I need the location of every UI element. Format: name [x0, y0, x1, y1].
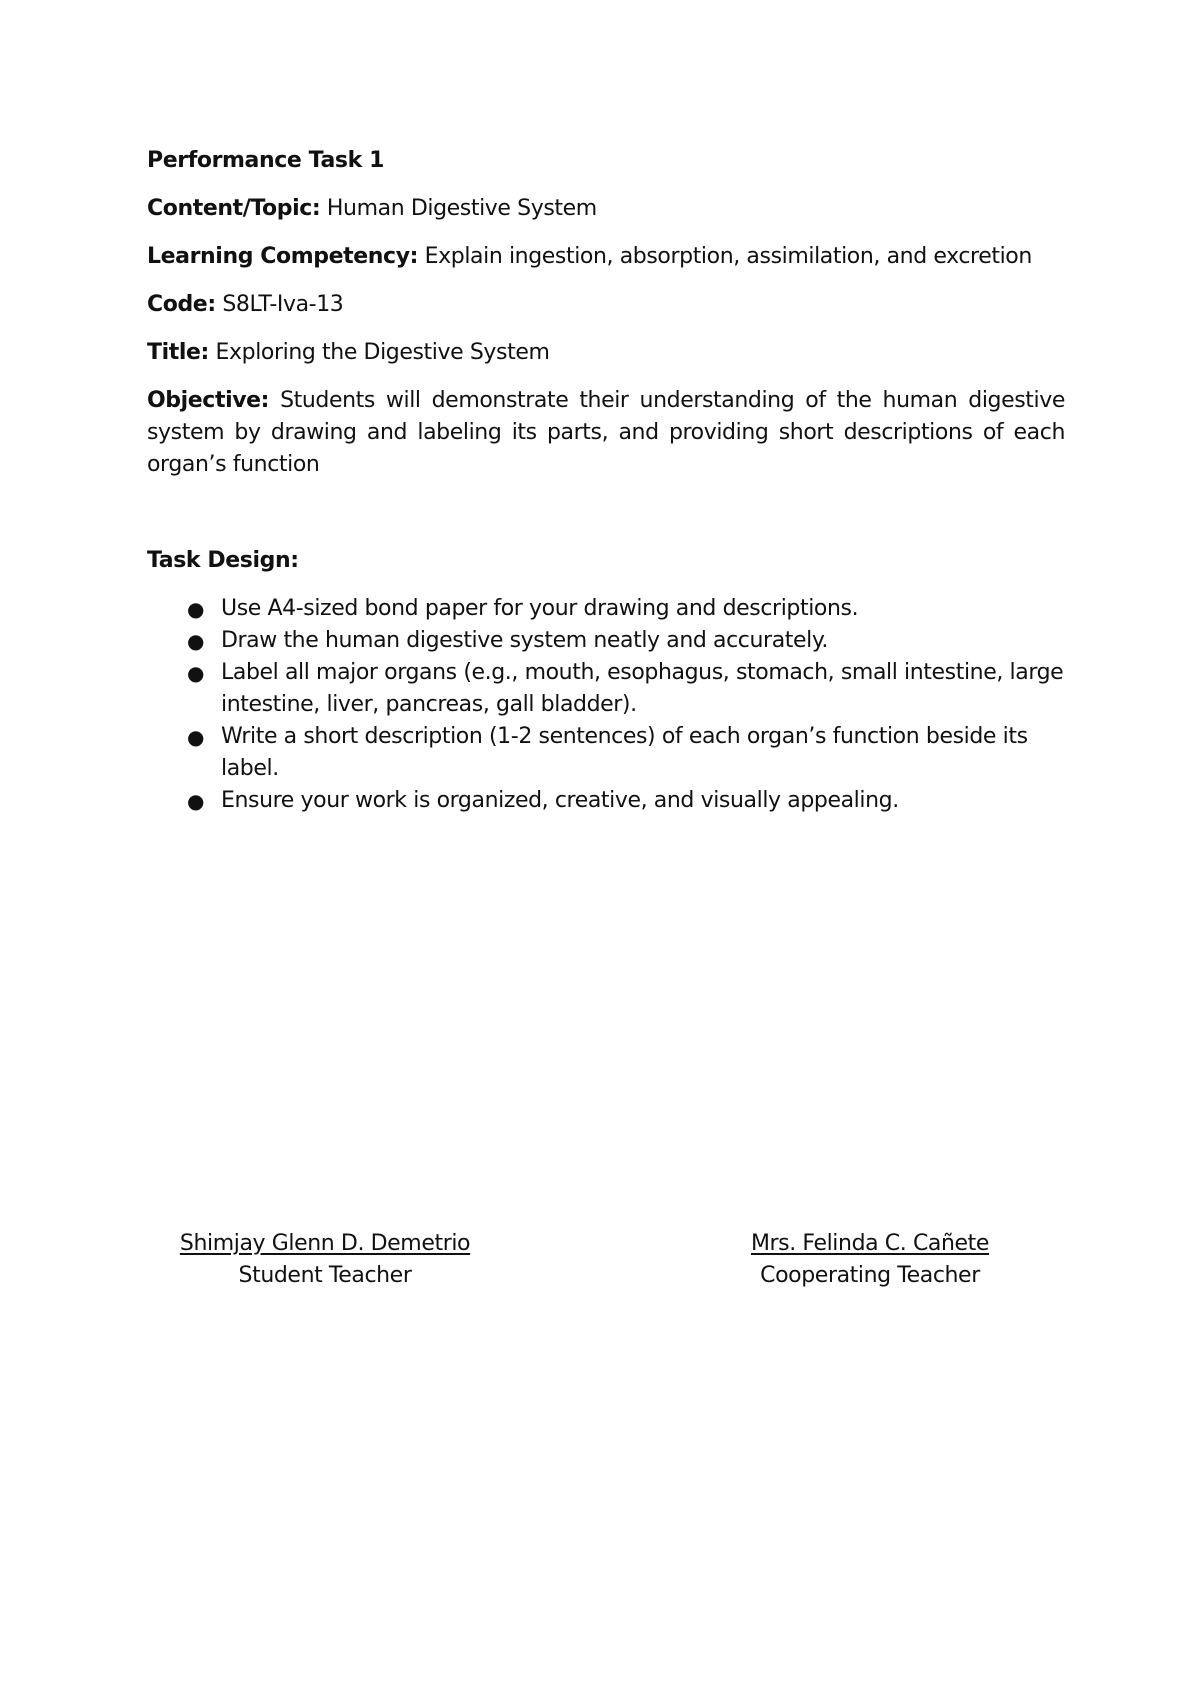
- bullet-dot-icon: ●: [187, 597, 205, 621]
- section-spacer: [147, 497, 1065, 545]
- bullet-dot-icon: ●: [187, 661, 205, 685]
- bullet-dot-icon: ●: [187, 725, 205, 749]
- field-code: [147, 289, 1065, 321]
- field-value: Exploring the Digestive System: [215, 340, 550, 365]
- signatory-name: Shimjay Glenn D. Demetrio: [179, 1231, 471, 1256]
- task-design-heading: Task Design:: [147, 548, 299, 573]
- document-body: [147, 145, 1065, 817]
- field-content-topic: [147, 193, 1065, 225]
- task-design-list: [147, 593, 1065, 817]
- field-title: [147, 337, 1065, 369]
- field-value: S8LT-Iva-13: [222, 292, 344, 317]
- field-objective: [147, 385, 1065, 481]
- list-item-text: Draw the human digestive system neatly and accurately.: [221, 628, 828, 653]
- list-item: [147, 785, 1065, 817]
- list-item: [147, 657, 1065, 721]
- bullet-dot-icon: ●: [187, 789, 205, 813]
- bullet-dot-icon: ●: [187, 629, 205, 653]
- list-item-text: Use A4-sized bond paper for your drawing and descriptions.: [221, 596, 859, 621]
- field-value: Explain ingestion, absorption, assimilation, and excretion: [424, 244, 1032, 269]
- field-label: Title:: [147, 340, 209, 365]
- list-item: [147, 593, 1065, 625]
- field-label: Code:: [147, 292, 216, 317]
- list-item-text: Label all major organs (e.g., mouth, esophagus, stomach, small intestine, large intestine, liver, pancreas, gall bladder).: [221, 660, 1064, 717]
- signature-block-student-teacher: [165, 1228, 485, 1292]
- page-title: Performance Task 1: [147, 148, 384, 173]
- list-item-text: Ensure your work is organized, creative, and visually appealing.: [221, 788, 899, 813]
- signature-block-cooperating-teacher: [730, 1228, 1010, 1292]
- field-learning-competency: [147, 241, 1065, 273]
- field-value: Human Digestive System: [326, 196, 597, 221]
- list-item: [147, 625, 1065, 657]
- signatory-role: Cooperating Teacher: [760, 1263, 980, 1288]
- field-label: Content/Topic:: [147, 196, 321, 221]
- list-item-text: Write a short description (1-2 sentences) of each organ’s function beside its label.: [221, 724, 1028, 781]
- list-item: [147, 721, 1065, 785]
- field-value: Students will demonstrate their understanding of the human digestive system by drawing and labeling its parts, and providing short descriptions of each organ’s function: [147, 388, 1065, 477]
- signatory-role: Student Teacher: [238, 1263, 412, 1288]
- field-label: Learning Competency:: [147, 244, 419, 269]
- field-label: Objective:: [147, 388, 270, 413]
- signatory-name: Mrs. Felinda C. Cañete: [750, 1231, 990, 1256]
